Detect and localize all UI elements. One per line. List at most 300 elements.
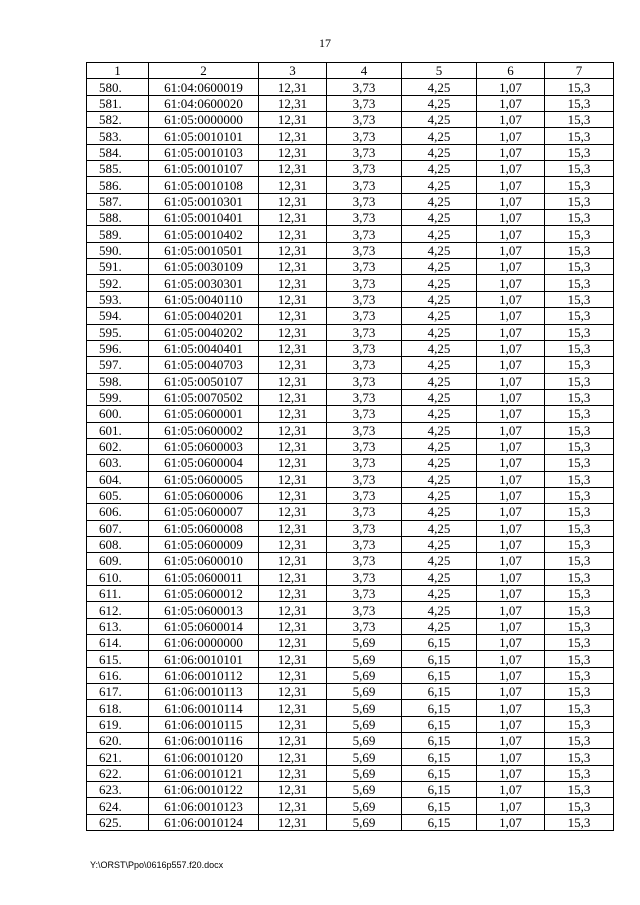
table-row bbox=[87, 586, 614, 602]
table-cell: 1,07 bbox=[477, 357, 545, 373]
table-cell: 61:05:0600014 bbox=[149, 618, 259, 634]
table-cell: 1,07 bbox=[477, 536, 545, 552]
table-cell: 1,07 bbox=[477, 308, 545, 324]
table-row bbox=[87, 733, 614, 749]
table-cell: 12,31 bbox=[259, 161, 327, 177]
table-cell: 615. bbox=[87, 651, 149, 667]
table-cell: 1,07 bbox=[477, 112, 545, 128]
table-cell: 12,31 bbox=[259, 406, 327, 422]
table-row bbox=[87, 716, 614, 732]
table-cell: 15,3 bbox=[545, 177, 614, 193]
table-cell: 3,73 bbox=[327, 406, 402, 422]
column-header: 5 bbox=[402, 63, 477, 79]
table-row bbox=[87, 275, 614, 291]
table-cell: 4,25 bbox=[402, 504, 477, 520]
table-cell: 61:05:0600010 bbox=[149, 553, 259, 569]
table-cell: 15,3 bbox=[545, 422, 614, 438]
table-row bbox=[87, 340, 614, 356]
table-cell: 600. bbox=[87, 406, 149, 422]
column-header: 6 bbox=[477, 63, 545, 79]
table-cell: 3,73 bbox=[327, 536, 402, 552]
table-cell: 15,3 bbox=[545, 128, 614, 144]
table-cell: 6,15 bbox=[402, 733, 477, 749]
table-cell: 604. bbox=[87, 471, 149, 487]
table-cell: 12,31 bbox=[259, 651, 327, 667]
table-cell: 12,31 bbox=[259, 275, 327, 291]
table-cell: 61:05:0600008 bbox=[149, 520, 259, 536]
table-cell: 1,07 bbox=[477, 733, 545, 749]
table-cell: 61:05:0600004 bbox=[149, 455, 259, 471]
table-cell: 4,25 bbox=[402, 259, 477, 275]
table-cell: 3,73 bbox=[327, 569, 402, 585]
table-cell: 61:05:0010103 bbox=[149, 144, 259, 160]
table-cell: 12,31 bbox=[259, 340, 327, 356]
table-cell: 15,3 bbox=[545, 553, 614, 569]
column-header: 7 bbox=[545, 63, 614, 79]
table-cell: 6,15 bbox=[402, 765, 477, 781]
table-cell: 4,25 bbox=[402, 144, 477, 160]
table-cell: 1,07 bbox=[477, 520, 545, 536]
table-cell: 1,07 bbox=[477, 177, 545, 193]
table-cell: 3,73 bbox=[327, 275, 402, 291]
table-cell: 591. bbox=[87, 259, 149, 275]
table-cell: 6,15 bbox=[402, 684, 477, 700]
table-cell: 12,31 bbox=[259, 471, 327, 487]
table-row bbox=[87, 782, 614, 798]
table-cell: 12,31 bbox=[259, 193, 327, 209]
table-cell: 599. bbox=[87, 389, 149, 405]
table-body bbox=[87, 79, 614, 831]
table-cell: 12,31 bbox=[259, 373, 327, 389]
table-cell: 6,15 bbox=[402, 667, 477, 683]
table-cell: 620. bbox=[87, 733, 149, 749]
table-cell: 3,73 bbox=[327, 177, 402, 193]
table-cell: 4,25 bbox=[402, 569, 477, 585]
table-cell: 12,31 bbox=[259, 259, 327, 275]
table-cell: 15,3 bbox=[545, 798, 614, 814]
table-cell: 15,3 bbox=[545, 618, 614, 634]
table-cell: 3,73 bbox=[327, 128, 402, 144]
table-cell: 61:06:0010112 bbox=[149, 667, 259, 683]
table-cell: 1,07 bbox=[477, 455, 545, 471]
table-cell: 594. bbox=[87, 308, 149, 324]
table-cell: 581. bbox=[87, 95, 149, 111]
table-cell: 4,25 bbox=[402, 553, 477, 569]
table-row bbox=[87, 226, 614, 242]
table-cell: 61:05:0600001 bbox=[149, 406, 259, 422]
table-cell: 61:05:0030109 bbox=[149, 259, 259, 275]
table-cell: 4,25 bbox=[402, 161, 477, 177]
table-cell: 61:05:0040201 bbox=[149, 308, 259, 324]
table-row bbox=[87, 128, 614, 144]
column-header: 4 bbox=[327, 63, 402, 79]
table-header-row bbox=[87, 63, 614, 79]
table-cell: 1,07 bbox=[477, 161, 545, 177]
table-row bbox=[87, 259, 614, 275]
table-row bbox=[87, 536, 614, 552]
table-cell: 5,69 bbox=[327, 651, 402, 667]
table-cell: 589. bbox=[87, 226, 149, 242]
table-cell: 3,73 bbox=[327, 193, 402, 209]
table-cell: 5,69 bbox=[327, 733, 402, 749]
table-cell: 4,25 bbox=[402, 128, 477, 144]
table-cell: 12,31 bbox=[259, 782, 327, 798]
table-cell: 3,73 bbox=[327, 144, 402, 160]
table-cell: 15,3 bbox=[545, 814, 614, 830]
table-cell: 3,73 bbox=[327, 357, 402, 373]
table-cell: 12,31 bbox=[259, 814, 327, 830]
page-number: 17 bbox=[319, 36, 331, 50]
table-cell: 3,73 bbox=[327, 455, 402, 471]
table-cell: 6,15 bbox=[402, 651, 477, 667]
table-cell: 624. bbox=[87, 798, 149, 814]
table-row bbox=[87, 357, 614, 373]
table-row bbox=[87, 569, 614, 585]
table-cell: 61:05:0040110 bbox=[149, 291, 259, 307]
table-cell: 15,3 bbox=[545, 324, 614, 340]
table-cell: 61:05:0010101 bbox=[149, 128, 259, 144]
table-cell: 4,25 bbox=[402, 618, 477, 634]
table-cell: 15,3 bbox=[545, 210, 614, 226]
table-cell: 6,15 bbox=[402, 635, 477, 651]
table-cell: 4,25 bbox=[402, 226, 477, 242]
table-cell: 12,31 bbox=[259, 128, 327, 144]
table-row bbox=[87, 438, 614, 454]
table-cell: 4,25 bbox=[402, 586, 477, 602]
table-cell: 603. bbox=[87, 455, 149, 471]
table-cell: 1,07 bbox=[477, 373, 545, 389]
table-cell: 595. bbox=[87, 324, 149, 340]
table-row bbox=[87, 389, 614, 405]
table-cell: 15,3 bbox=[545, 586, 614, 602]
table-cell: 61:06:0010113 bbox=[149, 684, 259, 700]
table-cell: 3,73 bbox=[327, 340, 402, 356]
table-row bbox=[87, 193, 614, 209]
table-cell: 583. bbox=[87, 128, 149, 144]
table-row bbox=[87, 504, 614, 520]
table-cell: 61:05:0600011 bbox=[149, 569, 259, 585]
table-cell: 1,07 bbox=[477, 242, 545, 258]
table-cell: 592. bbox=[87, 275, 149, 291]
table-cell: 15,3 bbox=[545, 373, 614, 389]
table-cell: 15,3 bbox=[545, 716, 614, 732]
table-cell: 1,07 bbox=[477, 618, 545, 634]
table-cell: 61:05:0040401 bbox=[149, 340, 259, 356]
table-cell: 61:05:0010401 bbox=[149, 210, 259, 226]
table-cell: 15,3 bbox=[545, 520, 614, 536]
table-cell: 1,07 bbox=[477, 586, 545, 602]
table-cell: 4,25 bbox=[402, 275, 477, 291]
table-row bbox=[87, 471, 614, 487]
table-cell: 4,25 bbox=[402, 193, 477, 209]
table-cell: 12,31 bbox=[259, 553, 327, 569]
table-cell: 12,31 bbox=[259, 79, 327, 95]
table-cell: 15,3 bbox=[545, 782, 614, 798]
table-row bbox=[87, 798, 614, 814]
table-cell: 4,25 bbox=[402, 340, 477, 356]
table-cell: 1,07 bbox=[477, 79, 545, 95]
table-cell: 15,3 bbox=[545, 340, 614, 356]
table-cell: 1,07 bbox=[477, 684, 545, 700]
table-cell: 1,07 bbox=[477, 95, 545, 111]
table-cell: 12,31 bbox=[259, 112, 327, 128]
table-cell: 15,3 bbox=[545, 455, 614, 471]
table-cell: 3,73 bbox=[327, 291, 402, 307]
table-cell: 4,25 bbox=[402, 79, 477, 95]
table-cell: 580. bbox=[87, 79, 149, 95]
table-cell: 4,25 bbox=[402, 357, 477, 373]
table-cell: 1,07 bbox=[477, 128, 545, 144]
table-cell: 61:05:0040202 bbox=[149, 324, 259, 340]
table-cell: 3,73 bbox=[327, 438, 402, 454]
table-cell: 1,07 bbox=[477, 814, 545, 830]
table-cell: 15,3 bbox=[545, 161, 614, 177]
table-cell: 4,25 bbox=[402, 389, 477, 405]
table-row bbox=[87, 373, 614, 389]
table-cell: 61:05:0010301 bbox=[149, 193, 259, 209]
table-cell: 1,07 bbox=[477, 340, 545, 356]
table-cell: 1,07 bbox=[477, 569, 545, 585]
table-row bbox=[87, 487, 614, 503]
table-cell: 6,15 bbox=[402, 700, 477, 716]
table-row bbox=[87, 520, 614, 536]
table-cell: 12,31 bbox=[259, 487, 327, 503]
table-cell: 4,25 bbox=[402, 291, 477, 307]
table-cell: 15,3 bbox=[545, 504, 614, 520]
table-cell: 3,73 bbox=[327, 308, 402, 324]
table-row bbox=[87, 635, 614, 651]
table-cell: 12,31 bbox=[259, 765, 327, 781]
table-cell: 3,73 bbox=[327, 226, 402, 242]
table-cell: 15,3 bbox=[545, 193, 614, 209]
table-cell: 622. bbox=[87, 765, 149, 781]
table-cell: 12,31 bbox=[259, 95, 327, 111]
table-row bbox=[87, 749, 614, 765]
footer-file-path: Y:\ORST\Ppo\0616p557.f20.docx bbox=[90, 860, 224, 870]
table-cell: 15,3 bbox=[545, 357, 614, 373]
table-row bbox=[87, 765, 614, 781]
table-cell: 1,07 bbox=[477, 651, 545, 667]
table-cell: 12,31 bbox=[259, 569, 327, 585]
table-cell: 15,3 bbox=[545, 749, 614, 765]
table-cell: 12,31 bbox=[259, 226, 327, 242]
table-cell: 15,3 bbox=[545, 651, 614, 667]
table-cell: 1,07 bbox=[477, 553, 545, 569]
table-row bbox=[87, 95, 614, 111]
table-cell: 590. bbox=[87, 242, 149, 258]
table-cell: 617. bbox=[87, 684, 149, 700]
table-cell: 61:06:0010101 bbox=[149, 651, 259, 667]
table-cell: 12,31 bbox=[259, 586, 327, 602]
table-row bbox=[87, 177, 614, 193]
table-cell: 15,3 bbox=[545, 667, 614, 683]
table-cell: 12,31 bbox=[259, 438, 327, 454]
table-row bbox=[87, 112, 614, 128]
table-cell: 12,31 bbox=[259, 504, 327, 520]
table-cell: 602. bbox=[87, 438, 149, 454]
table-cell: 4,25 bbox=[402, 177, 477, 193]
table-cell: 1,07 bbox=[477, 716, 545, 732]
table-cell: 15,3 bbox=[545, 684, 614, 700]
table-cell: 618. bbox=[87, 700, 149, 716]
table-cell: 4,25 bbox=[402, 373, 477, 389]
table-cell: 1,07 bbox=[477, 291, 545, 307]
table-cell: 61:06:0010122 bbox=[149, 782, 259, 798]
table-cell: 4,25 bbox=[402, 210, 477, 226]
table-cell: 61:05:0600002 bbox=[149, 422, 259, 438]
table-cell: 12,31 bbox=[259, 618, 327, 634]
table-cell: 15,3 bbox=[545, 700, 614, 716]
table-row bbox=[87, 161, 614, 177]
table-cell: 12,31 bbox=[259, 667, 327, 683]
table-cell: 5,69 bbox=[327, 684, 402, 700]
table-row bbox=[87, 291, 614, 307]
table-cell: 61:05:0010108 bbox=[149, 177, 259, 193]
table-cell: 623. bbox=[87, 782, 149, 798]
table-cell: 3,73 bbox=[327, 487, 402, 503]
table-row bbox=[87, 814, 614, 830]
table-row bbox=[87, 455, 614, 471]
table-cell: 4,25 bbox=[402, 471, 477, 487]
table-cell: 582. bbox=[87, 112, 149, 128]
table-cell: 61:05:0010402 bbox=[149, 226, 259, 242]
table-cell: 15,3 bbox=[545, 438, 614, 454]
table-cell: 5,69 bbox=[327, 700, 402, 716]
table-cell: 15,3 bbox=[545, 733, 614, 749]
table-row bbox=[87, 700, 614, 716]
table-cell: 61:06:0010114 bbox=[149, 700, 259, 716]
table-cell: 12,31 bbox=[259, 455, 327, 471]
table-cell: 12,31 bbox=[259, 242, 327, 258]
table-row bbox=[87, 308, 614, 324]
column-header: 1 bbox=[87, 63, 149, 79]
table-cell: 12,31 bbox=[259, 635, 327, 651]
table-cell: 1,07 bbox=[477, 389, 545, 405]
table-cell: 15,3 bbox=[545, 112, 614, 128]
table-cell: 3,73 bbox=[327, 520, 402, 536]
table-row bbox=[87, 79, 614, 95]
table-cell: 3,73 bbox=[327, 553, 402, 569]
table-cell: 12,31 bbox=[259, 520, 327, 536]
table-cell: 12,31 bbox=[259, 684, 327, 700]
table-cell: 587. bbox=[87, 193, 149, 209]
table-row bbox=[87, 324, 614, 340]
table-cell: 3,73 bbox=[327, 389, 402, 405]
table-cell: 61:04:0600019 bbox=[149, 79, 259, 95]
table-cell: 1,07 bbox=[477, 798, 545, 814]
table-cell: 3,73 bbox=[327, 586, 402, 602]
table-cell: 4,25 bbox=[402, 520, 477, 536]
table-cell: 608. bbox=[87, 536, 149, 552]
table-cell: 1,07 bbox=[477, 700, 545, 716]
table-cell: 1,07 bbox=[477, 275, 545, 291]
table-cell: 5,69 bbox=[327, 635, 402, 651]
table-row bbox=[87, 618, 614, 634]
table-cell: 4,25 bbox=[402, 308, 477, 324]
table-cell: 12,31 bbox=[259, 144, 327, 160]
table-cell: 597. bbox=[87, 357, 149, 373]
table-cell: 5,69 bbox=[327, 749, 402, 765]
table-cell: 1,07 bbox=[477, 602, 545, 618]
table-cell: 5,69 bbox=[327, 798, 402, 814]
table-cell: 61:04:0600020 bbox=[149, 95, 259, 111]
table-cell: 61:05:0050107 bbox=[149, 373, 259, 389]
table-cell: 606. bbox=[87, 504, 149, 520]
table-cell: 6,15 bbox=[402, 716, 477, 732]
table-cell: 12,31 bbox=[259, 291, 327, 307]
table-cell: 609. bbox=[87, 553, 149, 569]
table-cell: 1,07 bbox=[477, 782, 545, 798]
table-cell: 61:05:0040703 bbox=[149, 357, 259, 373]
table-cell: 15,3 bbox=[545, 259, 614, 275]
table-cell: 4,25 bbox=[402, 324, 477, 340]
table-row bbox=[87, 406, 614, 422]
table-cell: 1,07 bbox=[477, 438, 545, 454]
table-cell: 4,25 bbox=[402, 406, 477, 422]
table-cell: 6,15 bbox=[402, 749, 477, 765]
column-header: 3 bbox=[259, 63, 327, 79]
table-cell: 12,31 bbox=[259, 422, 327, 438]
table-cell: 3,73 bbox=[327, 504, 402, 520]
table-cell: 625. bbox=[87, 814, 149, 830]
table-cell: 588. bbox=[87, 210, 149, 226]
table-cell: 593. bbox=[87, 291, 149, 307]
table-cell: 1,07 bbox=[477, 471, 545, 487]
table-cell: 1,07 bbox=[477, 749, 545, 765]
table-cell: 61:05:0600009 bbox=[149, 536, 259, 552]
table-cell: 612. bbox=[87, 602, 149, 618]
table-cell: 6,15 bbox=[402, 782, 477, 798]
table-cell: 61:05:0600007 bbox=[149, 504, 259, 520]
table-cell: 596. bbox=[87, 340, 149, 356]
table-cell: 15,3 bbox=[545, 275, 614, 291]
table-cell: 61:05:0600005 bbox=[149, 471, 259, 487]
table-cell: 15,3 bbox=[545, 389, 614, 405]
table-cell: 15,3 bbox=[545, 406, 614, 422]
table-cell: 3,73 bbox=[327, 471, 402, 487]
table-cell: 61:05:0010501 bbox=[149, 242, 259, 258]
table-cell: 601. bbox=[87, 422, 149, 438]
table-row bbox=[87, 651, 614, 667]
table-cell: 12,31 bbox=[259, 324, 327, 340]
table-cell: 3,73 bbox=[327, 324, 402, 340]
table-cell: 616. bbox=[87, 667, 149, 683]
table-cell: 12,31 bbox=[259, 536, 327, 552]
table-cell: 61:06:0010115 bbox=[149, 716, 259, 732]
table-cell: 3,73 bbox=[327, 95, 402, 111]
table-cell: 61:05:0010107 bbox=[149, 161, 259, 177]
table-row bbox=[87, 684, 614, 700]
table-cell: 61:05:0600013 bbox=[149, 602, 259, 618]
table-cell: 605. bbox=[87, 487, 149, 503]
table-cell: 15,3 bbox=[545, 602, 614, 618]
table-row bbox=[87, 210, 614, 226]
table-cell: 607. bbox=[87, 520, 149, 536]
table-cell: 15,3 bbox=[545, 471, 614, 487]
table-cell: 61:06:0000000 bbox=[149, 635, 259, 651]
table-row bbox=[87, 144, 614, 160]
table-cell: 1,07 bbox=[477, 324, 545, 340]
table-cell: 61:05:0600006 bbox=[149, 487, 259, 503]
table-cell: 1,07 bbox=[477, 487, 545, 503]
table-cell: 6,15 bbox=[402, 814, 477, 830]
table-cell: 12,31 bbox=[259, 357, 327, 373]
table-cell: 3,73 bbox=[327, 422, 402, 438]
table-cell: 4,25 bbox=[402, 487, 477, 503]
table-cell: 619. bbox=[87, 716, 149, 732]
table-row bbox=[87, 667, 614, 683]
table-cell: 12,31 bbox=[259, 700, 327, 716]
